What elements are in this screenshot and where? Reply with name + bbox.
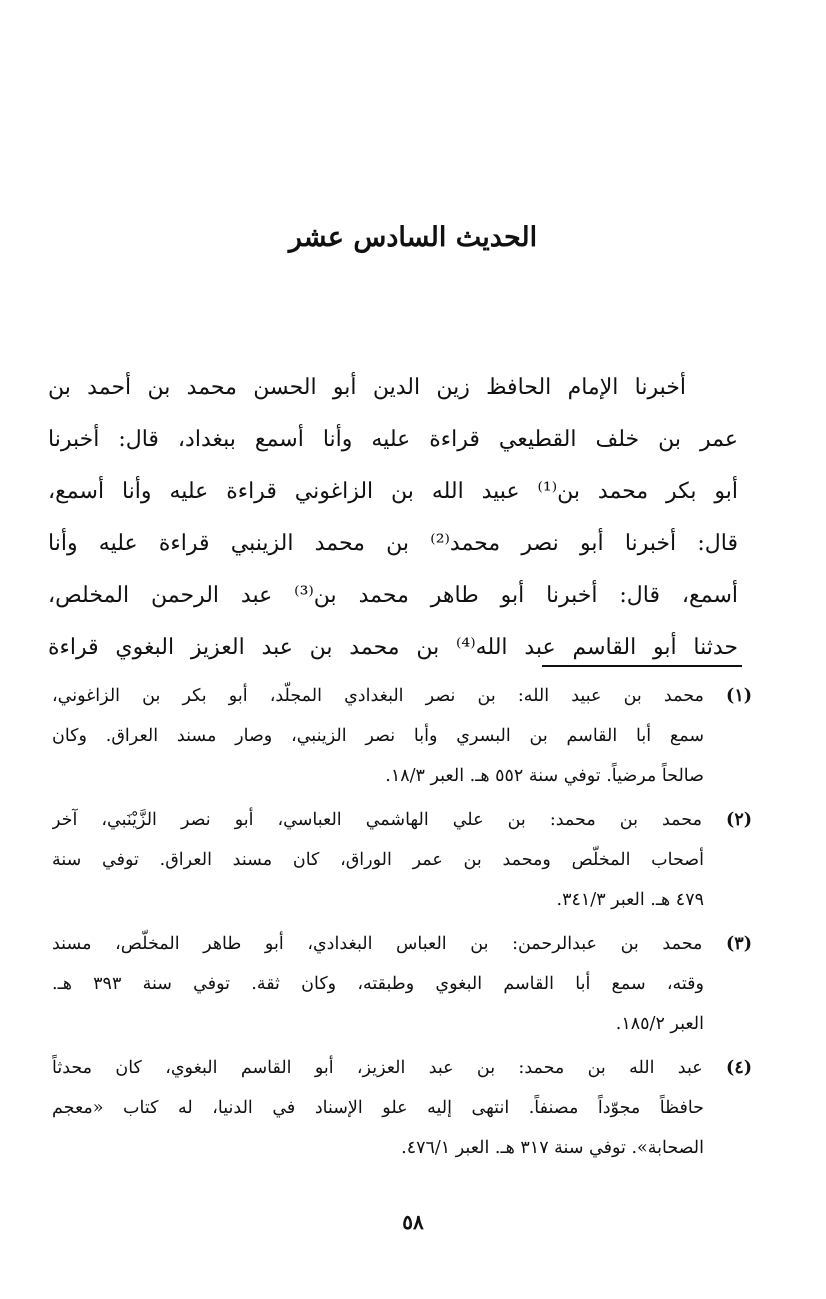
main-text-line: عمر بن خلف القطيعي قراءة عليه وأنا أسمع ببغداد، قال: أخبرنا	[48, 427, 738, 452]
footnote-line: سمع أبا القاسم بن البسري وأبا نصر الزينبي، وصار مسند العراق. وكان	[52, 726, 704, 746]
footnote-line: ٤٧٩ هـ. العبر ٣٤١/٣.	[556, 890, 704, 910]
main-text	[48, 362, 738, 674]
footnote	[52, 924, 752, 1044]
footnote-separator	[542, 665, 742, 667]
footnote-marker: (١)	[726, 686, 752, 706]
footnote-line: العبر ١٨٥/٢.	[615, 1014, 704, 1034]
footnote-line: حافظاً مجوّداً مصنفاً. انتهى إليه علو الإسناد في الدنيا، له كتاب «معجم	[52, 1098, 704, 1118]
main-text-line: أبو بكر محمد بن⁽¹⁾ عبيد الله بن الزاغوني قراءة عليه وأنا أسمع،	[48, 479, 738, 504]
main-text-line: أخبرنا الإمام الحافظ زين الدين أبو الحسن محمد بن أحمد بن	[48, 375, 686, 400]
footnote	[52, 676, 752, 796]
footnote-marker: (٤)	[726, 1058, 752, 1078]
footnote-line	[52, 924, 752, 964]
footnote-text: محمد بن عبدالرحمن: بن العباس البغدادي، أبو طاهر المخلّص، مسند	[52, 934, 703, 954]
footnotes	[52, 676, 752, 1172]
footnote-line: صالحاً مرضياً. توفي سنة ٥٥٢ هـ. العبر ١٨/٣.	[385, 766, 704, 786]
footnote-text: عبد الله بن محمد: بن عبد العزيز، أبو القاسم البغوي، كان محدثاً	[52, 1058, 703, 1078]
footnote	[52, 800, 752, 920]
footnote-line	[52, 1048, 752, 1088]
footnote-line: وقته، سمع أبا القاسم البغوي وطبقته، وكان ثقة. توفي سنة ٣٩٣ هـ.	[52, 974, 704, 994]
main-text-line: قال: أخبرنا أبو نصر محمد⁽²⁾ بن محمد الزينبي قراءة عليه وأنا	[48, 531, 738, 556]
main-text-line: حدثنا أبو القاسم عبد الله⁽⁴⁾ بن محمد بن عبد العزيز البغوي قراءة	[48, 635, 738, 660]
footnote-line: الصحابة». توفي سنة ٣١٧ هـ. العبر ٤٧٦/١.	[401, 1138, 704, 1158]
hadith-title: الحديث السادس عشر	[288, 222, 538, 253]
main-text-line: أسمع، قال: أخبرنا أبو طاهر محمد بن⁽³⁾ عبد الرحمن المخلص،	[48, 583, 738, 608]
footnote-text: محمد بن عبيد الله: بن نصر البغدادي المجلّد، أبو بكر بن الزاغوني،	[52, 686, 704, 706]
footnote-line: أصحاب المخلّص ومحمد بن عمر الوراق، كان مسند العراق. توفي سنة	[52, 850, 704, 870]
footnote-line	[52, 676, 752, 716]
footnote-text: محمد بن محمد: بن علي الهاشمي العباسي، أبو نصر الزَّيْنَبي، آخر	[52, 810, 702, 830]
footnote-marker: (٢)	[726, 810, 752, 830]
footnote	[52, 1048, 752, 1168]
footnote-marker: (٣)	[726, 934, 752, 954]
footnote-line	[52, 800, 752, 840]
page-number: ٥٨	[402, 1210, 424, 1234]
